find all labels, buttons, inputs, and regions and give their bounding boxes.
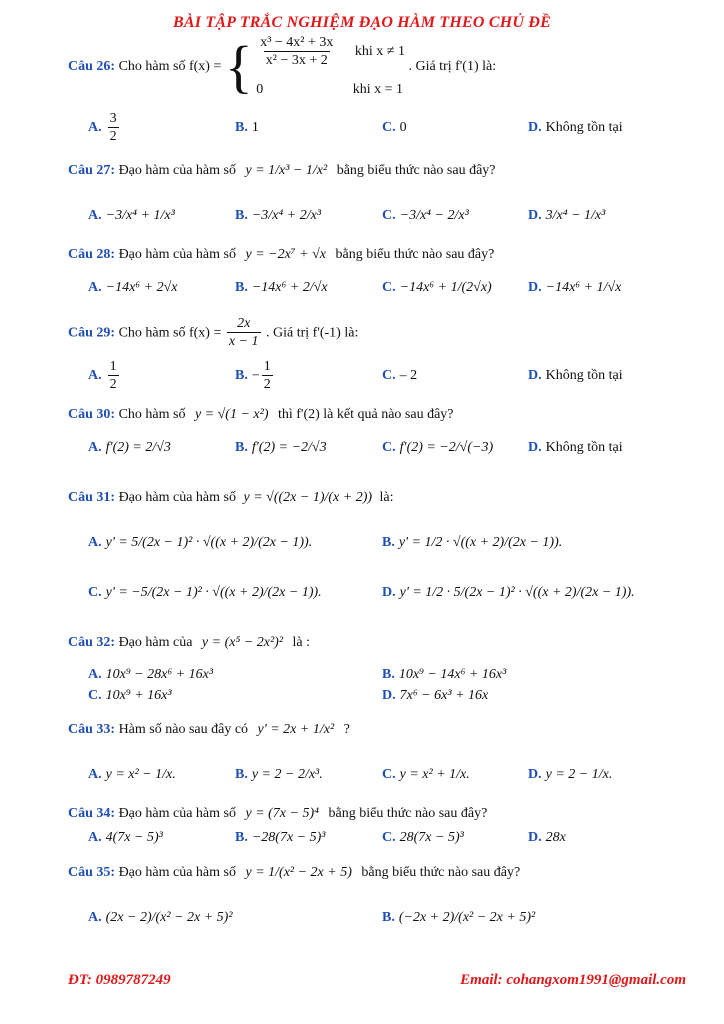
- option-a[interactable]: A. f′(2) = 2/√3: [88, 440, 171, 455]
- footer-phone: ĐT: 0989787249: [68, 972, 171, 988]
- option-c[interactable]: C. y = x² + 1/x.: [382, 767, 470, 782]
- question-32: Câu 32: Đạo hàm của y = (x⁵ − 2x²)² là :: [68, 635, 311, 650]
- option-b[interactable]: B. − $\frac{1}{2}$: [235, 359, 271, 392]
- option-a[interactable]: A. y = x² − 1/x.: [88, 767, 176, 782]
- option-d[interactable]: D. y' = 1/2 · 5/(2x − 1)² · √((x + 2)/(2x − 1)).: [382, 585, 635, 600]
- option-c[interactable]: C. – 2: [382, 368, 418, 383]
- question-35: Câu 35: Đạo hàm của hàm số y = 1/(x² − 2x + 5) bằng biểu thức nào sau đây?: [68, 865, 521, 880]
- option-c[interactable]: C. −3/x⁴ − 2/x³: [382, 208, 469, 223]
- option-b[interactable]: B. (−2x + 2)/(x² − 2x + 5)²: [382, 910, 536, 925]
- expression: y = 1/x³ − 1/x²: [245, 163, 328, 178]
- piecewise-function: $\frac{\text{x³ − 4x² + 3x}}{\text{x² − 3x + 2}}$ khi x ≠ 1 0 khi x = 1: [256, 35, 405, 97]
- option-a[interactable]: A. −14x⁶ + 2√x: [88, 280, 178, 295]
- option-d[interactable]: D. Không tồn tại: [528, 440, 623, 455]
- option-d[interactable]: D. 28x: [528, 830, 566, 845]
- option-c[interactable]: C. 10x⁹ + 16x³: [88, 688, 172, 703]
- option-a[interactable]: A. $\frac{3}{2}$: [88, 111, 117, 144]
- option-d[interactable]: D. Không tồn tại: [528, 120, 623, 135]
- question-30: Câu 30: Cho hàm số y = √(1 − x²) thì f'(2) là kết quả nào sau đây?: [68, 407, 454, 422]
- option-b[interactable]: B. 1: [235, 120, 259, 135]
- option-b[interactable]: B. 10x⁹ − 14x⁶ + 16x³: [382, 667, 507, 682]
- question-31: Câu 31: Đạo hàm của hàm số y = √((2x − 1)/(x + 2)) là:: [68, 490, 394, 505]
- question-28: Câu 28: Đạo hàm của hàm số y = −2x⁷ + √x bằng biểu thức nào sau đây?: [68, 247, 495, 262]
- option-a[interactable]: A. y' = 5/(2x − 1)² · √((x + 2)/(2x − 1)).: [88, 535, 313, 550]
- option-c[interactable]: C. 28(7x − 5)³: [382, 830, 464, 845]
- footer-email: Email: cohangxom1991@gmail.com: [460, 972, 686, 988]
- option-c[interactable]: C. 0: [382, 120, 407, 135]
- option-d[interactable]: D. Không tồn tại: [528, 368, 623, 383]
- page-title: BÀI TẬP TRẮC NGHIỆM ĐẠO HÀM THEO CHỦ ĐỀ: [173, 14, 551, 31]
- option-a[interactable]: A. $\frac{1}{2}$: [88, 359, 117, 392]
- piecewise-brace: {: [224, 34, 253, 99]
- question-34: Câu 34: Đạo hàm của hàm số y = (7x − 5)⁴ bằng biểu thức nào sau đây?: [68, 806, 488, 821]
- option-a[interactable]: A. 10x⁹ − 28x⁶ + 16x³: [88, 667, 214, 682]
- question-tail: . Giá trị f'(1) là:: [408, 59, 497, 75]
- question-26: [68, 36, 496, 98]
- option-a[interactable]: A. −3/x⁴ + 1/x³: [88, 208, 175, 223]
- option-b[interactable]: B. f′(2) = −2/√3: [235, 440, 327, 455]
- option-b[interactable]: B. −28(7x − 5)³: [235, 830, 326, 845]
- question-stem: Cho hàm số f(x) =: [118, 59, 225, 75]
- option-c[interactable]: C. y' = −5/(2x − 1)² · √((x + 2)/(2x − 1)).: [88, 585, 322, 600]
- question-33: Câu 33: Hàm số nào sau đây có y' = 2x + 1/x² ?: [68, 722, 350, 737]
- option-b[interactable]: B. −14x⁶ + 2/√x: [235, 280, 328, 295]
- option-b[interactable]: B. −3/x⁴ + 2/x³: [235, 208, 322, 223]
- option-d[interactable]: D. −14x⁶ + 1/√x: [528, 280, 622, 295]
- option-c[interactable]: C. −14x⁶ + 1/(2√x): [382, 280, 492, 295]
- option-d[interactable]: D. y = 2 − 1/x.: [528, 767, 613, 782]
- option-b[interactable]: B. y = 2 − 2/x³.: [235, 767, 323, 782]
- question-number: Câu 26:: [68, 59, 116, 75]
- option-a[interactable]: A. (2x − 2)/(x² − 2x + 5)²: [88, 910, 233, 925]
- option-a[interactable]: A. 4(7x − 5)³: [88, 830, 163, 845]
- option-b[interactable]: B. y' = 1/2 · √((x + 2)/(2x − 1)).: [382, 535, 563, 550]
- question-29: Câu 29: Cho hàm số f(x) = $\frac{2x}{x - 1}$ . Giá trị f'(-1) là:: [68, 316, 359, 349]
- option-d[interactable]: D. 3/x⁴ − 1/x³: [528, 208, 606, 223]
- option-c[interactable]: C. f′(2) = −2/√(−3): [382, 440, 494, 455]
- option-d[interactable]: D. 7x⁶ − 6x³ + 16x: [382, 688, 489, 703]
- question-27: Câu 27: Đạo hàm của hàm số y = 1/x³ − 1/x² bằng biểu thức nào sau đây?: [68, 163, 496, 178]
